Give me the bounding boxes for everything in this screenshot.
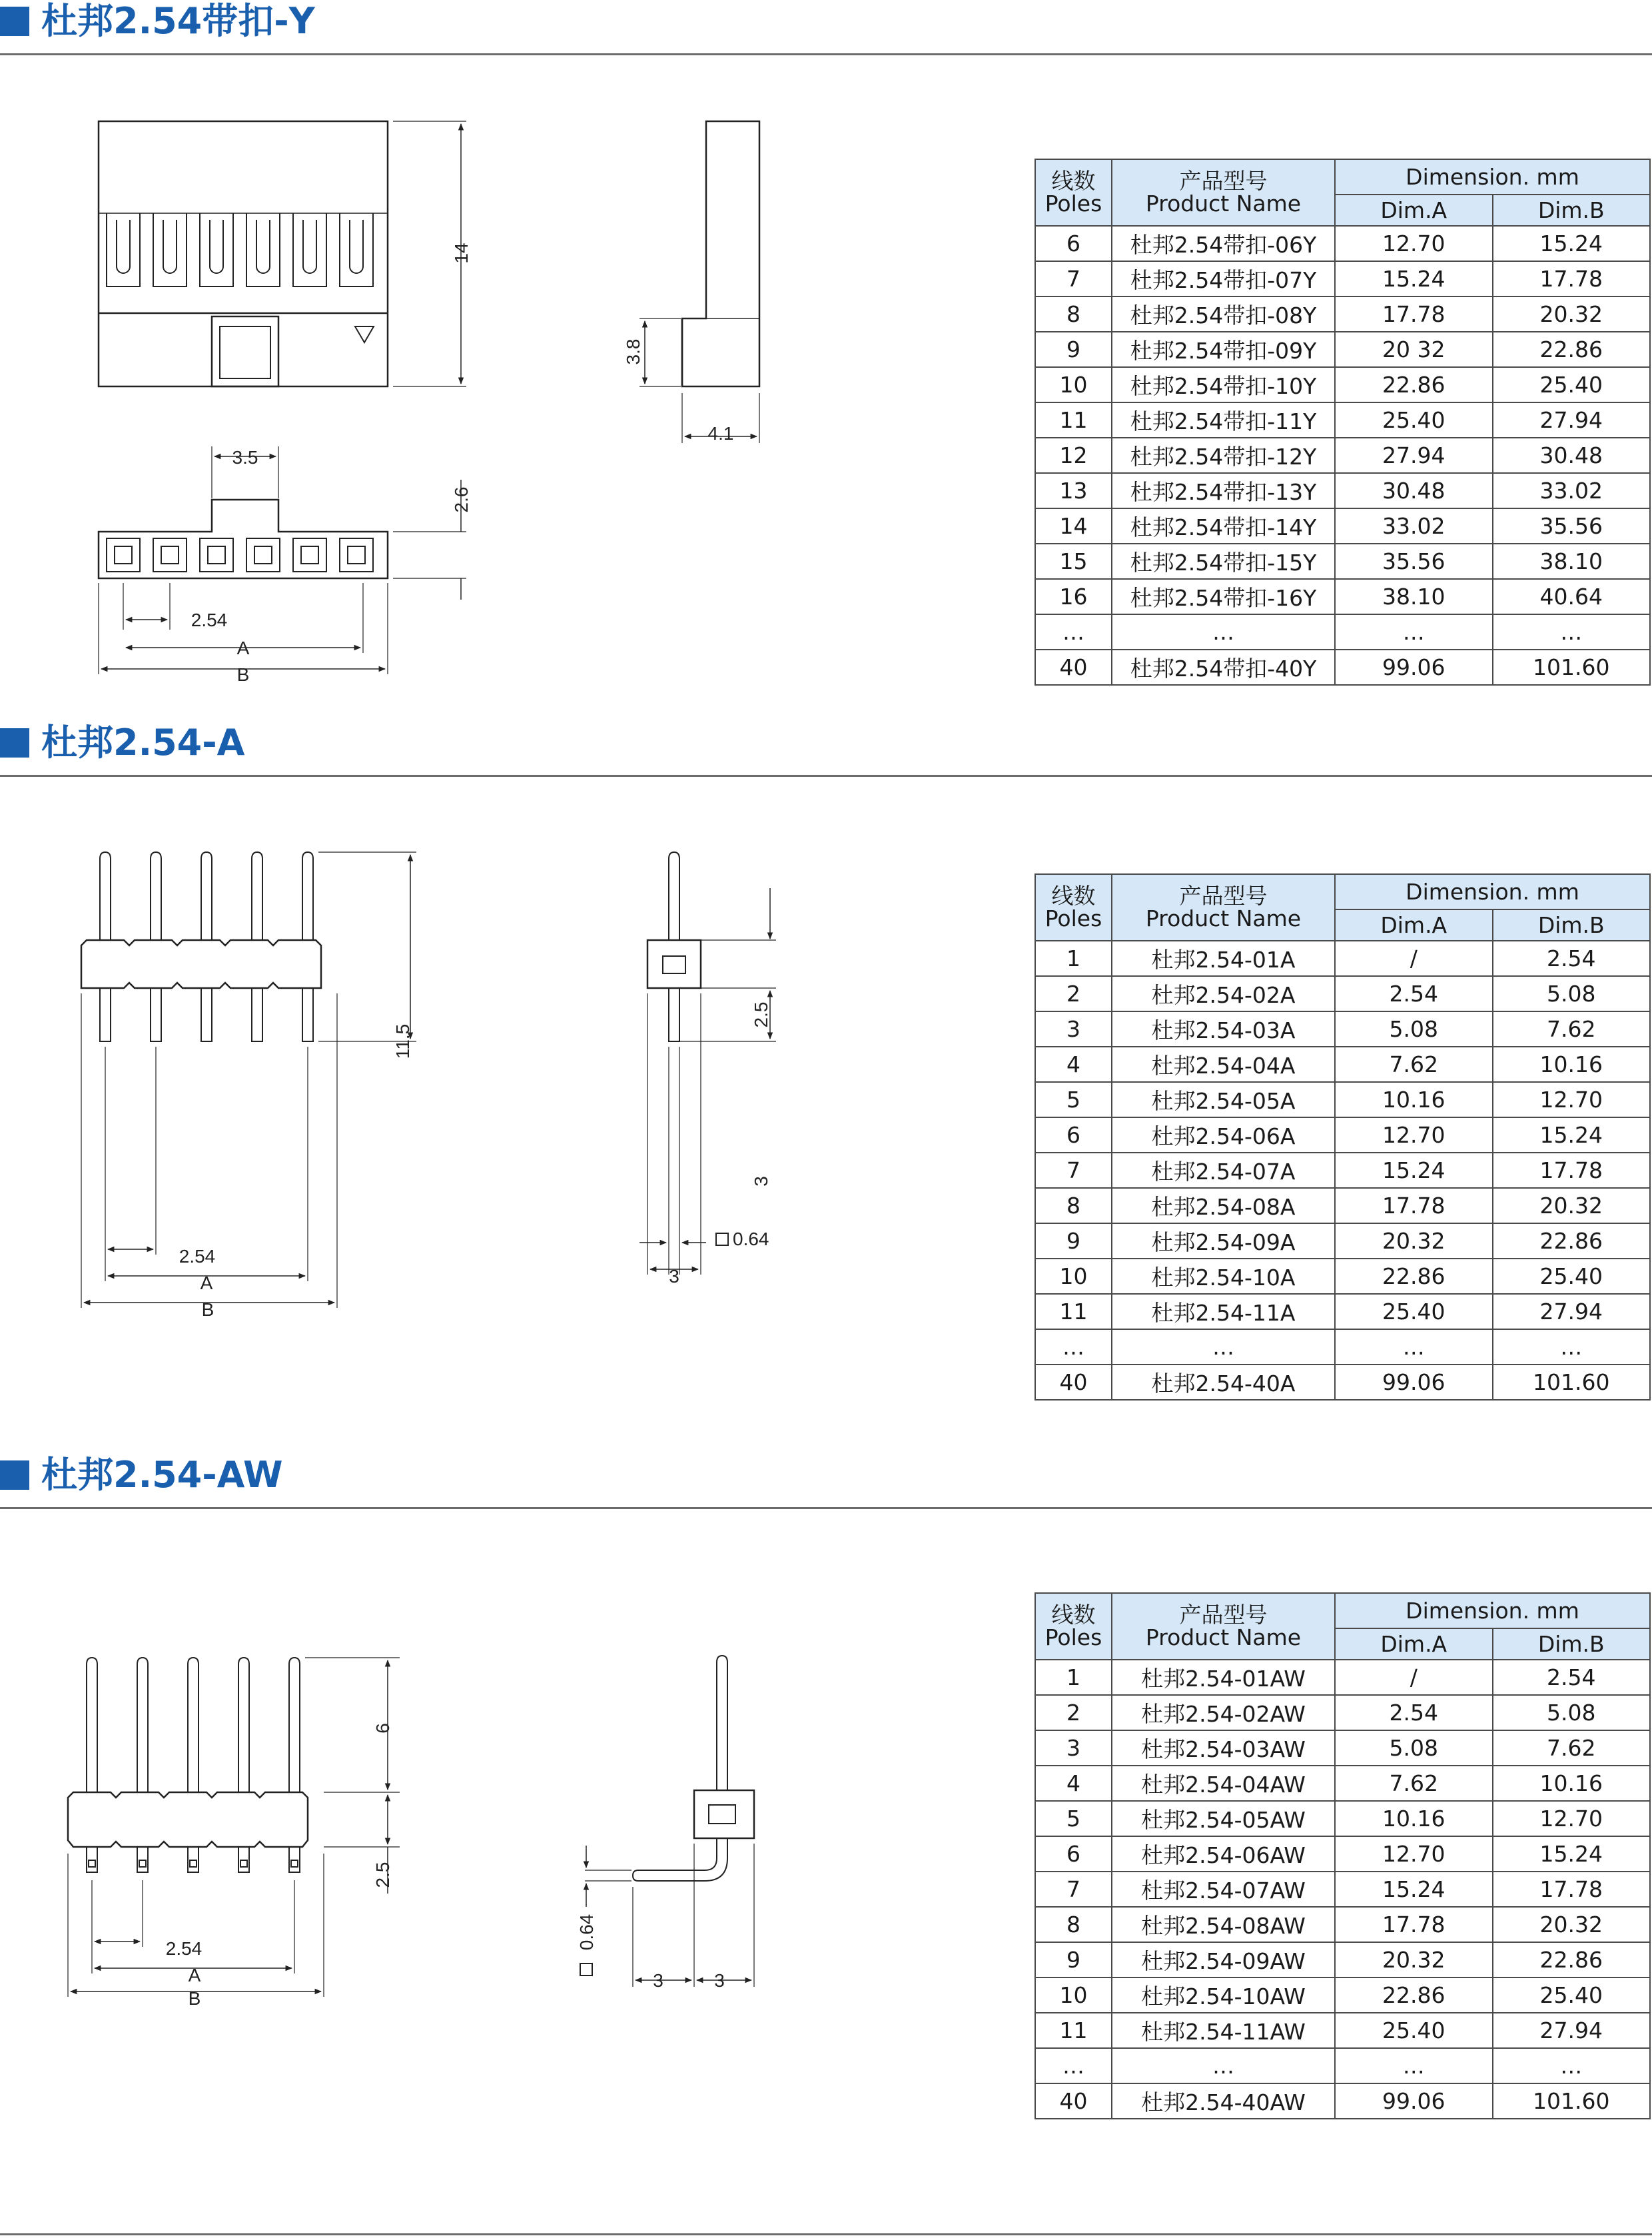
cell-dim-a: 2.54 [1335,1695,1493,1730]
cell-dim-a: 20.32 [1335,1223,1493,1259]
cell-poles: 5 [1035,1801,1112,1836]
cell-dim-a: 22.86 [1335,1977,1493,2013]
spec-table [1034,159,1651,686]
header-dim-b: Dim.B [1493,1628,1651,1660]
cell-product-name: 杜邦2.54-06A [1112,1117,1335,1153]
dim-label-w2: 3 [714,1970,725,1991]
cell-poles: 10 [1035,1259,1112,1294]
table-row [1035,367,1650,402]
table-row [1035,1942,1650,1977]
cell-poles: 7 [1035,1872,1112,1907]
cell-dim-b: 5.08 [1493,1695,1651,1730]
cell-dim-b: 40.64 [1493,579,1651,614]
header-poles: 线数 Poles [1035,159,1112,226]
cell-dim-b: 22.86 [1493,1942,1651,1977]
cell-dim-b: 12.70 [1493,1801,1651,1836]
cell-dim-b: 20.32 [1493,296,1651,332]
cell-dim-b: 27.94 [1493,2013,1651,2048]
cell-product-name: 杜邦2.54带扣-09Y [1112,332,1335,367]
cell-dim-a: 25.40 [1335,2013,1493,2048]
cell-product-name: 杜邦2.54带扣-07Y [1112,261,1335,296]
cell-poles: 8 [1035,296,1112,332]
cell-poles: 11 [1035,402,1112,438]
dim-label-w1: 3 [653,1970,663,1991]
cell-product-name: 杜邦2.54-07A [1112,1153,1335,1188]
header-dim-a: Dim.A [1335,195,1493,226]
table-row [1035,1836,1650,1872]
cell-dim-b: 22.86 [1493,332,1651,367]
cell-dim-b: 20.32 [1493,1907,1651,1942]
page-bottom-divider [0,2233,1652,2235]
dim-label-a: A [188,1965,201,1985]
table-row [1035,296,1650,332]
table-row [1035,1011,1650,1047]
cell-dim-b: 17.78 [1493,261,1651,296]
cell-dim-b: … [1493,614,1651,650]
cell-poles: 2 [1035,1695,1112,1730]
cell-dim-b: 17.78 [1493,1872,1651,1907]
table-row [1035,1695,1650,1730]
cell-product-name: 杜邦2.54-40AW [1112,2083,1335,2119]
table-row [1035,1047,1650,1082]
table-row [1035,579,1650,614]
cell-poles: 7 [1035,261,1112,296]
cell-product-name: 杜邦2.54-09A [1112,1223,1335,1259]
table-row [1035,1082,1650,1117]
spec-table [1034,873,1651,1400]
dim-label-depth: 4.1 [707,423,734,444]
table-row [1035,226,1650,261]
cell-dim-a: 99.06 [1335,650,1493,685]
cell-dim-b: … [1493,1329,1651,1365]
dim-label-pin-length: 11.5 [392,1023,413,1059]
cell-product-name: 杜邦2.54-07AW [1112,1872,1335,1907]
cell-poles: 9 [1035,332,1112,367]
header-dimension: Dimension. mm [1335,159,1650,195]
dim-label-pitch: 2.54 [179,1246,216,1267]
table-row [1035,508,1650,544]
cell-dim-a: 5.08 [1335,1730,1493,1766]
cell-product-name: 杜邦2.54-40A [1112,1365,1335,1400]
table-row [1035,1294,1650,1329]
cell-dim-b: 38.10 [1493,544,1651,579]
cell-dim-a: 15.24 [1335,1872,1493,1907]
cell-dim-a: 2.54 [1335,976,1493,1011]
cell-dim-a: 12.70 [1335,226,1493,261]
cell-dim-b: 101.60 [1493,1365,1651,1400]
cell-poles: 4 [1035,1047,1112,1082]
dim-label-upper: 2.5 [751,1001,771,1028]
cell-poles: 11 [1035,1294,1112,1329]
dim-label-latch-width: 3.5 [232,447,258,468]
table-row [1035,473,1650,508]
header-product-name: 产品型号 Product Name [1112,874,1335,941]
table-row [1035,1766,1650,1801]
cell-dim-b: 15.24 [1493,1836,1651,1872]
cell-poles: 7 [1035,1153,1112,1188]
header-product-name: 产品型号 Product Name [1112,1593,1335,1660]
table-row [1035,1730,1650,1766]
cell-dim-a: 33.02 [1335,508,1493,544]
header-poles: 线数 Poles [1035,1593,1112,1660]
cell-product-name: 杜邦2.54-04AW [1112,1766,1335,1801]
cell-product-name: 杜邦2.54-06AW [1112,1836,1335,1872]
cell-dim-b: 2.54 [1493,941,1651,976]
table-row [1035,1153,1650,1188]
cell-dim-b: 15.24 [1493,226,1651,261]
cell-product-name: 杜邦2.54带扣-10Y [1112,367,1335,402]
cell-product-name: 杜邦2.54带扣-12Y [1112,438,1335,473]
dim-label-pitch: 2.54 [165,1938,203,1959]
cell-dim-a: 22.86 [1335,1259,1493,1294]
cell-dim-b: 25.40 [1493,367,1651,402]
cell-dim-b: 22.86 [1493,1223,1651,1259]
table-row [1035,1117,1650,1153]
table-row [1035,261,1650,296]
cell-poles: 40 [1035,1365,1112,1400]
cell-product-name: 杜邦2.54-03AW [1112,1730,1335,1766]
header-dimension: Dimension. mm [1335,874,1650,909]
cell-dim-a: … [1335,1329,1493,1365]
cell-dim-a: 99.06 [1335,2083,1493,2119]
cell-dim-b: 10.16 [1493,1766,1651,1801]
cell-poles: 8 [1035,1907,1112,1942]
cell-poles: 6 [1035,1836,1112,1872]
cell-dim-a: 17.78 [1335,1907,1493,1942]
cell-dim-b: 25.40 [1493,1977,1651,2013]
cell-product-name: 杜邦2.54-01AW [1112,1660,1335,1695]
table-row [1035,1188,1650,1223]
table-row [1035,2013,1650,2048]
cell-dim-b: 27.94 [1493,402,1651,438]
cell-poles: 8 [1035,1188,1112,1223]
dim-label-pin-size: 0.64 [733,1229,769,1249]
table-row [1035,1977,1650,2013]
cell-product-name: 杜邦2.54带扣-11Y [1112,402,1335,438]
cell-product-name: 杜邦2.54-11A [1112,1294,1335,1329]
cell-dim-a: 17.78 [1335,1188,1493,1223]
cell-dim-b: 101.60 [1493,650,1651,685]
dim-label-lower: 3 [751,1176,771,1187]
cell-poles: 40 [1035,2083,1112,2119]
section-title: 杜邦2.54-AW [41,1454,283,1496]
dim-label-top-height: 2.6 [451,486,472,513]
cell-poles: … [1035,1329,1112,1365]
cell-dim-a: 7.62 [1335,1047,1493,1082]
section-title: 杜邦2.54带扣-Y [41,0,315,42]
cell-dim-a: / [1335,1660,1493,1695]
drawing-header-aw [0,1454,813,2120]
table-row [1035,1907,1650,1942]
dim-label-pin-size: 0.64 [576,1914,597,1951]
header-poles: 线数 Poles [1035,874,1112,941]
dim-label-b: B [236,664,250,685]
cell-dim-b: 10.16 [1493,1047,1651,1082]
dim-label-b: B [188,1988,201,2009]
dim-label-height: 14 [451,243,472,264]
cell-poles: 15 [1035,544,1112,579]
cell-poles: 1 [1035,1660,1112,1695]
cell-dim-b: 35.56 [1493,508,1651,544]
cell-poles: 12 [1035,438,1112,473]
table-row [1035,1259,1650,1294]
cell-dim-a: 20 32 [1335,332,1493,367]
cell-dim-b: 5.08 [1493,976,1651,1011]
cell-dim-a: 99.06 [1335,1365,1493,1400]
cell-dim-a: 15.24 [1335,261,1493,296]
table-row [1035,438,1650,473]
cell-dim-a: 38.10 [1335,579,1493,614]
cell-dim-a: … [1335,2048,1493,2083]
table-row [1035,1660,1650,1695]
cell-dim-a: 7.62 [1335,1766,1493,1801]
cell-poles: 6 [1035,226,1112,261]
cell-poles: 11 [1035,2013,1112,2048]
cell-product-name: 杜邦2.54带扣-08Y [1112,296,1335,332]
dim-label-a: A [200,1273,213,1293]
table-row [1035,614,1650,650]
cell-dim-a: 20.32 [1335,1942,1493,1977]
cell-product-name: 杜邦2.54-05A [1112,1082,1335,1117]
cell-product-name: 杜邦2.54-08A [1112,1188,1335,1223]
cell-dim-a: / [1335,941,1493,976]
cell-dim-b: 7.62 [1493,1730,1651,1766]
cell-product-name: 杜邦2.54带扣-14Y [1112,508,1335,544]
cell-dim-b: 12.70 [1493,1082,1651,1117]
cell-product-name: 杜邦2.54带扣-06Y [1112,226,1335,261]
table-row [1035,650,1650,685]
table-row [1035,1872,1650,1907]
cell-poles: 5 [1035,1082,1112,1117]
table-row [1035,1801,1650,1836]
cell-dim-b: 15.24 [1493,1117,1651,1153]
cell-dim-a: 25.40 [1335,402,1493,438]
cell-dim-a: 5.08 [1335,1011,1493,1047]
header-dim-b: Dim.B [1493,909,1651,941]
cell-product-name: 杜邦2.54-01A [1112,941,1335,976]
header-dimension: Dimension. mm [1335,1593,1650,1628]
cell-dim-a: 17.78 [1335,296,1493,332]
cell-dim-a: 27.94 [1335,438,1493,473]
cell-dim-a: … [1335,614,1493,650]
cell-poles: 9 [1035,1223,1112,1259]
cell-dim-b: 25.40 [1493,1259,1651,1294]
cell-product-name: 杜邦2.54-03A [1112,1011,1335,1047]
dim-label-upper: 6 [372,1723,393,1734]
cell-dim-b: 2.54 [1493,1660,1651,1695]
dim-label-lower: 2.5 [372,1862,393,1888]
header-dim-a: Dim.A [1335,1628,1493,1660]
cell-dim-a: 35.56 [1335,544,1493,579]
cell-dim-a: 10.16 [1335,1082,1493,1117]
cell-dim-a: 12.70 [1335,1117,1493,1153]
dim-label-width: 3 [669,1266,679,1287]
table-row [1035,402,1650,438]
cell-dim-a: 15.24 [1335,1153,1493,1188]
dim-label-b: B [201,1299,214,1320]
table-row [1035,1365,1650,1400]
cell-product-name: 杜邦2.54带扣-15Y [1112,544,1335,579]
cell-poles: 3 [1035,1011,1112,1047]
cell-dim-b: 33.02 [1493,473,1651,508]
cell-dim-a: 22.86 [1335,367,1493,402]
drawing-connector-y [0,0,813,693]
table-row [1035,2083,1650,2119]
cell-product-name: 杜邦2.54带扣-40Y [1112,650,1335,685]
cell-dim-b: 30.48 [1493,438,1651,473]
header-dim-b: Dim.B [1493,195,1651,226]
header-product-name: 产品型号 Product Name [1112,159,1335,226]
cell-dim-a: 30.48 [1335,473,1493,508]
cell-poles: 1 [1035,941,1112,976]
cell-product-name: … [1112,1329,1335,1365]
cell-product-name: 杜邦2.54-11AW [1112,2013,1335,2048]
table-row [1035,544,1650,579]
table-row [1035,1329,1650,1365]
cell-dim-b: 20.32 [1493,1188,1651,1223]
cell-product-name: 杜邦2.54-09AW [1112,1942,1335,1977]
spec-table [1034,1592,1651,2119]
cell-poles: 6 [1035,1117,1112,1153]
cell-product-name: 杜邦2.54-10AW [1112,1977,1335,2013]
cell-dim-b: 7.62 [1493,1011,1651,1047]
cell-poles: … [1035,614,1112,650]
cell-dim-b: … [1493,2048,1651,2083]
cell-product-name: 杜邦2.54带扣-16Y [1112,579,1335,614]
cell-poles: 3 [1035,1730,1112,1766]
dim-label-latch-height: 3.8 [623,338,643,365]
cell-product-name: 杜邦2.54带扣-13Y [1112,473,1335,508]
cell-dim-b: 17.78 [1493,1153,1651,1188]
dim-label-a: A [236,638,250,658]
table-row [1035,941,1650,976]
dim-label-pitch: 2.54 [191,610,228,630]
cell-product-name: 杜邦2.54-05AW [1112,1801,1335,1836]
cell-poles: 40 [1035,650,1112,685]
cell-poles: 13 [1035,473,1112,508]
cell-poles: 9 [1035,1942,1112,1977]
cell-dim-a: 10.16 [1335,1801,1493,1836]
cell-poles: … [1035,2048,1112,2083]
cell-poles: 4 [1035,1766,1112,1801]
cell-product-name: 杜邦2.54-02A [1112,976,1335,1011]
cell-dim-b: 27.94 [1493,1294,1651,1329]
table-row [1035,2048,1650,2083]
cell-dim-b: 101.60 [1493,2083,1651,2119]
cell-dim-a: 25.40 [1335,1294,1493,1329]
cell-product-name: … [1112,614,1335,650]
cell-product-name: … [1112,2048,1335,2083]
cell-poles: 10 [1035,1977,1112,2013]
cell-poles: 2 [1035,976,1112,1011]
cell-poles: 10 [1035,367,1112,402]
header-dim-a: Dim.A [1335,909,1493,941]
cell-product-name: 杜邦2.54-02AW [1112,1695,1335,1730]
table-row [1035,332,1650,367]
cell-product-name: 杜邦2.54-10A [1112,1259,1335,1294]
cell-dim-a: 12.70 [1335,1836,1493,1872]
section-title: 杜邦2.54-A [41,722,245,764]
table-row [1035,1223,1650,1259]
cell-poles: 16 [1035,579,1112,614]
cell-poles: 14 [1035,508,1112,544]
drawing-header-a [0,722,813,1388]
cell-product-name: 杜邦2.54-08AW [1112,1907,1335,1942]
table-row [1035,976,1650,1011]
cell-product-name: 杜邦2.54-04A [1112,1047,1335,1082]
